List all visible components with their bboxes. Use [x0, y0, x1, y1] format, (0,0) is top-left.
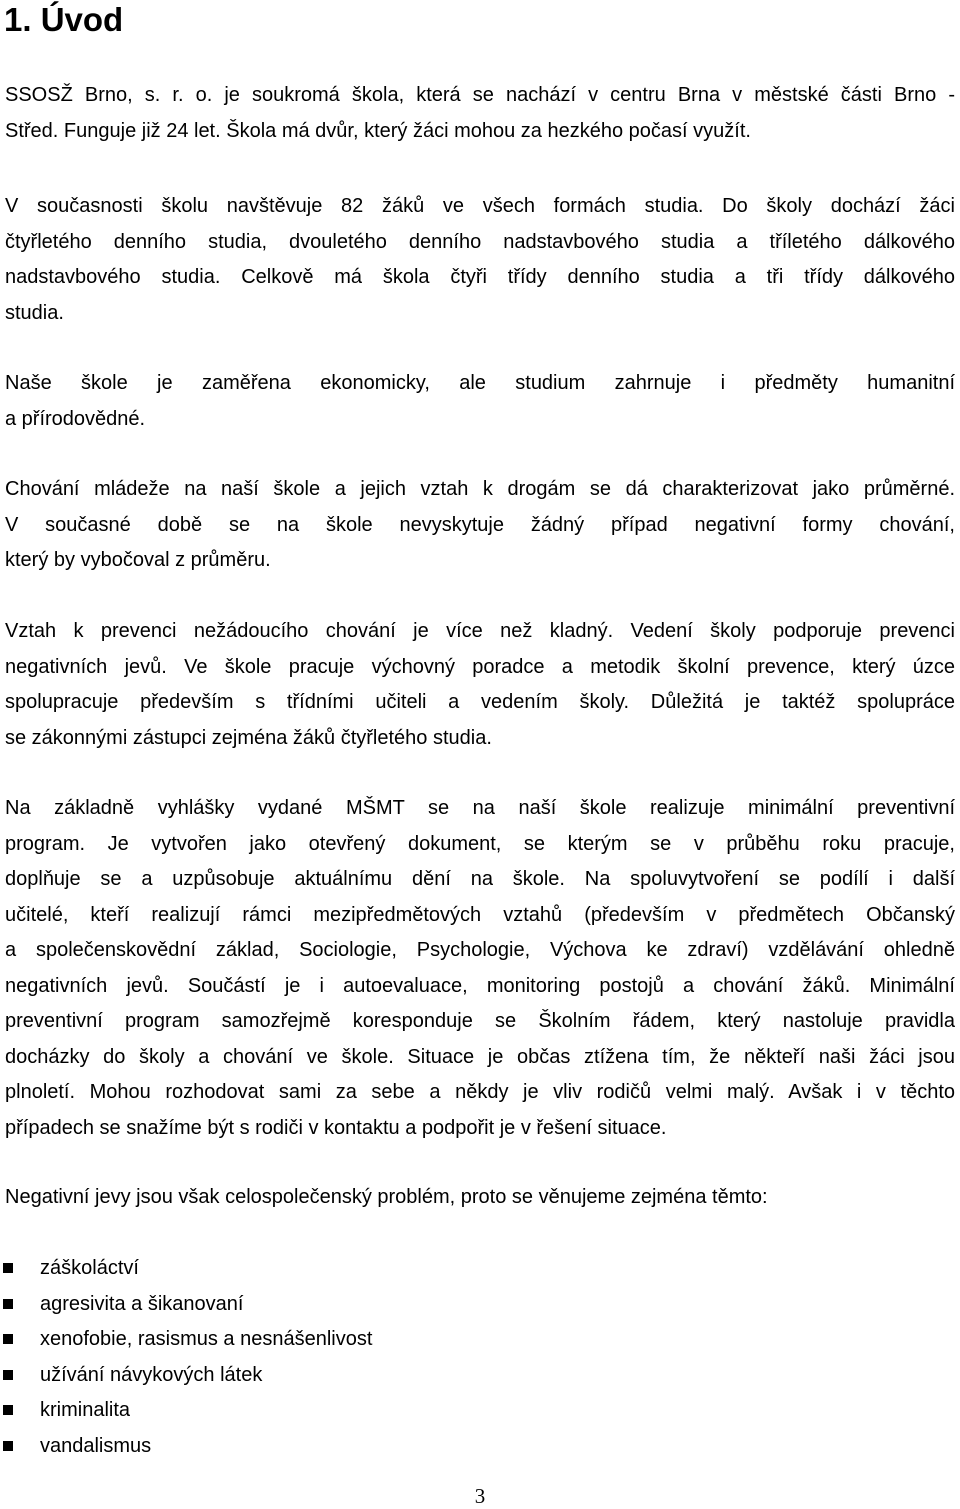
list-item-label: kriminalita [40, 1399, 131, 1421]
list-item-label: užívání návykových látek [40, 1363, 263, 1386]
text-line: Chování mládeže na naší škole a jejich vztah k drogám se dá charakterizovat jako průměrné. [5, 478, 955, 500]
text-line: spolupracuje především s třídními učiteli a vedením školy. Důležitá je taktéž spolupráce [5, 691, 955, 713]
text-line: program. Je vytvořen jako otevřený dokument, se kterým se v průběhu roku pracuje, [5, 832, 955, 855]
text-line: Vztah k prevenci nežádoucího chování je více než kladný. Vedení školy podporuje prevenci [5, 620, 955, 642]
text-line: negativních jevů. Součástí je i autoevaluace, monitoring postojů a chování žáků. Minimální [5, 974, 955, 997]
text-line: se zákonnými zástupci zejména žáků čtyřletého studia. [5, 726, 492, 749]
list-item [0, 1251, 372, 1287]
paragraph-intro [5, 78, 955, 149]
section-heading: 1. Úvod [4, 1, 124, 38]
text-line: případech se snažíme být s rodiči v kontaktu a podpořit je v řešení situace. [5, 1116, 667, 1139]
list-item [0, 1287, 372, 1323]
paragraph-negative-phenomena [5, 1180, 955, 1216]
text-line: Střed. Funguje již 24 let. Škola má dvůr, který žáci mohou za hezkého počasí využít. [5, 119, 751, 142]
paragraph-program [5, 791, 955, 1146]
bullet-list [0, 1251, 372, 1464]
square-bullet-icon [3, 1405, 13, 1415]
text-line: plnoletí. Mohou rozhodovat sami za sebe a někdy je vliv rodičů velmi malý. Avšak i v těchto [5, 1081, 955, 1103]
text-line: Negativní jevy jsou však celospolečenský problém, proto se věnujeme zejména těmto: [5, 1186, 768, 1208]
paragraph-behavior [5, 472, 955, 579]
text-line: který by vybočoval z průměru. [5, 549, 271, 571]
text-line: nadstavbového studia. Celkově má škola čtyři třídy denního studia a tři třídy dálkového [5, 266, 955, 288]
square-bullet-icon [3, 1441, 13, 1451]
list-item [0, 1358, 372, 1394]
paragraph-focus [5, 366, 955, 437]
paragraph-students [5, 189, 955, 331]
text-line: V současné době se na škole nevyskytuje žádný případ negativní formy chování, [5, 513, 955, 536]
square-bullet-icon [3, 1334, 13, 1344]
text-line: a přírodovědné. [5, 407, 146, 430]
square-bullet-icon [3, 1370, 13, 1380]
text-line: učitelé, kteří realizují rámci mezipředmětových vztahů (především v předmětech Občanský [5, 903, 955, 926]
paragraph-prevention [5, 614, 955, 756]
text-line: studia. [5, 301, 64, 324]
text-line: negativních jevů. Ve škole pracuje výchovný poradce a metodik školní prevence, který úzce [5, 655, 955, 678]
page-number: 3 [474, 1484, 486, 1508]
text-line: a společenskovědní základ, Sociologie, Psychologie, Výchova ke zdraví) vzdělávání ohledně [5, 939, 955, 961]
list-item [0, 1393, 372, 1429]
square-bullet-icon [3, 1263, 13, 1273]
list-item [0, 1429, 372, 1465]
text-line: Naše škole je zaměřena ekonomicky, ale studium zahrnuje i předměty humanitní [5, 372, 955, 394]
text-line: Na základně vyhlášky vydané MŠMT se na naší škole realizuje minimální preventivní [5, 797, 955, 819]
list-item-label: vandalismus [40, 1434, 152, 1457]
text-line: preventivní program samozřejmě koresponduje se Školním řádem, který nastoluje pravidla [5, 1010, 955, 1032]
text-line: V současnosti školu navštěvuje 82 žáků ve všech formách studia. Do školy dochází žáci [5, 195, 955, 217]
list-item-label: agresivita a šikanovaní [40, 1292, 244, 1315]
text-line: čtyřletého denního studia, dvouletého denního nadstavbového studia a tříletého dálkového [5, 230, 955, 253]
square-bullet-icon [3, 1299, 13, 1309]
list-item-label: záškoláctví [40, 1257, 139, 1279]
text-line: SSOSŽ Brno, s. r. o. je soukromá škola, která se nachází v centru Brna v městské části Brno - [5, 84, 955, 106]
list-item-label: xenofobie, rasismus a nesnášenlivost [40, 1328, 373, 1350]
text-line: doplňuje se a uzpůsobuje aktuálnímu dění na škole. Na spoluvytvoření se podílí i další [5, 868, 955, 890]
text-line: docházky do školy a chování ve škole. Situace je občas ztížena tím, že někteří naši žáci jsou [5, 1045, 955, 1068]
list-item [0, 1322, 372, 1358]
